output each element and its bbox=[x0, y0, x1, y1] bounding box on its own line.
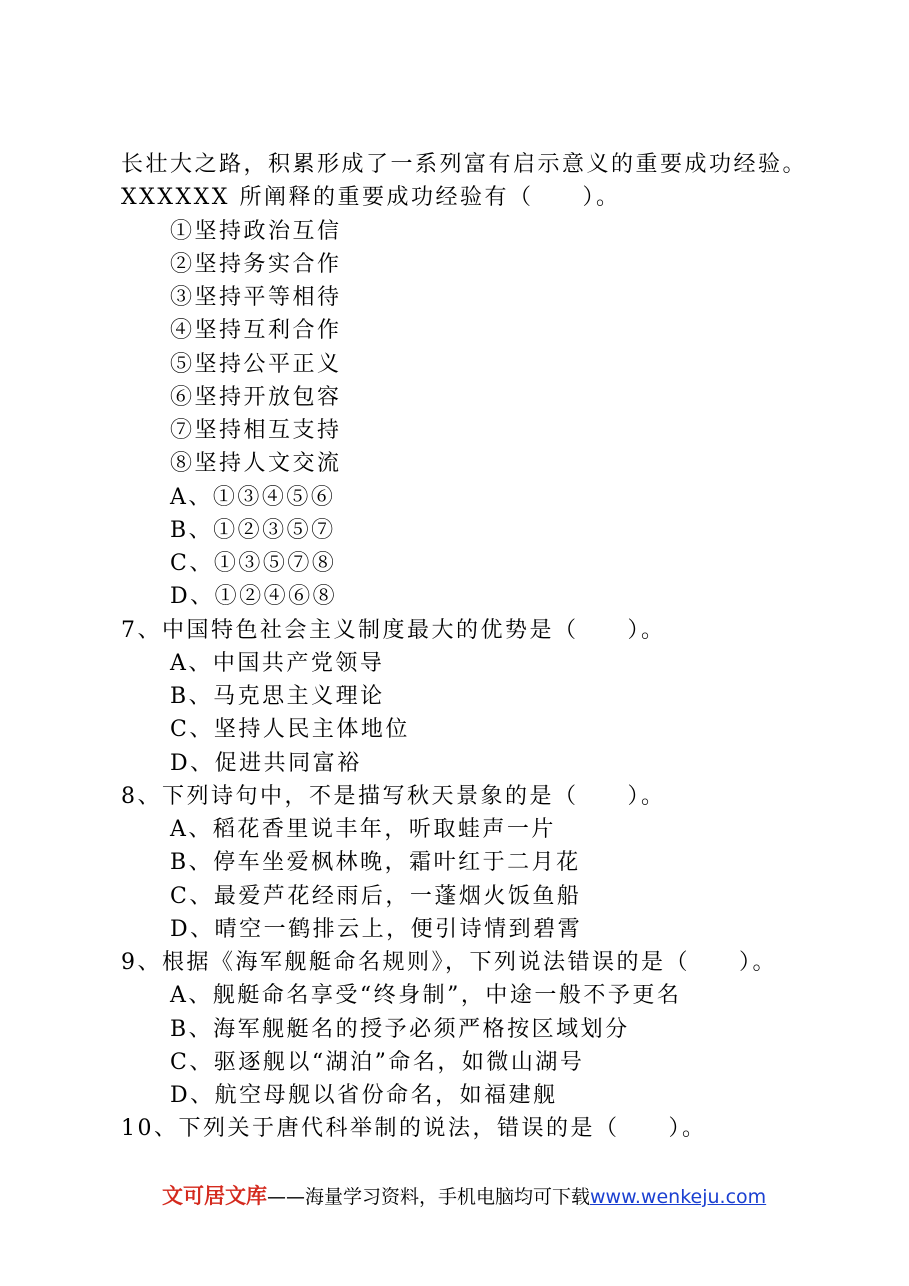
option-line: D、①②④⑥⑧ bbox=[170, 584, 338, 610]
option-line: D、航空母舰以省份命名，如福建舰 bbox=[170, 1083, 558, 1108]
option-line: ③坚持平等相待 bbox=[170, 285, 342, 310]
option-line: C、坚持人民主体地位 bbox=[170, 717, 410, 743]
option-line: D、晴空一鹤排云上，便引诗情到碧霄 bbox=[170, 916, 583, 942]
option-line: B、海军舰艇名的授予必须严格按区域划分 bbox=[170, 1016, 630, 1042]
option-line: ②坚持务实合作 bbox=[170, 251, 342, 277]
option-line: ⑦坚持相互支持 bbox=[170, 418, 342, 443]
option-line: B、①②③⑤⑦ bbox=[170, 517, 336, 543]
option-line: D、促进共同富裕 bbox=[170, 750, 362, 776]
footer-dash: —— bbox=[267, 1186, 305, 1208]
option-line: C、①③⑤⑦⑧ bbox=[170, 551, 337, 576]
option-line: B、停车坐爱枫林晚，霜叶红于二月花 bbox=[170, 850, 581, 876]
option-line: A、中国共产党领导 bbox=[170, 650, 385, 676]
question-line: 9、根据《海军舰艇命名规则》，下列说法错误的是（ ）。 bbox=[121, 950, 777, 975]
question-line: 10、下列关于唐代科举制的说法，错误的是（ ）。 bbox=[121, 1116, 707, 1142]
option-line: A、舰艇命名享受“终身制”，中途一般不予更名 bbox=[170, 983, 682, 1009]
question-line: 7、中国特色社会主义制度最大的优势是（ ）。 bbox=[121, 617, 666, 643]
option-line: C、最爱芦花经雨后，一蓬烟火饭鱼船 bbox=[170, 883, 582, 909]
option-line: ④坚持互利合作 bbox=[170, 318, 342, 344]
option-line: ⑧坚持人文交流 bbox=[170, 451, 342, 477]
option-line: B、马克思主义理论 bbox=[170, 684, 385, 709]
option-line: A、稻花香里说丰年，听取蛙声一片 bbox=[170, 817, 556, 842]
question-line: XXXXXX 所阐释的重要成功经验有（ ）。 bbox=[121, 185, 621, 211]
footer-slogan: 海量学习资料，手机电脑均可下载 bbox=[305, 1186, 591, 1208]
footer-banner bbox=[162, 1181, 766, 1212]
option-line: ⑥坚持开放包容 bbox=[170, 384, 342, 410]
question-line: 长壮大之路，积累形成了一系列富有启示意义的重要成功经验。 bbox=[121, 152, 808, 177]
footer-brand: 文可居文库 bbox=[162, 1184, 267, 1208]
option-line: ①坚持政治互信 bbox=[170, 218, 342, 244]
option-line: ⑤坚持公平正义 bbox=[170, 351, 342, 377]
option-line: A、①③④⑤⑥ bbox=[170, 484, 336, 510]
question-line: 8、下列诗句中，不是描写秋天景象的是（ ）。 bbox=[121, 783, 666, 809]
option-line: C、驱逐舰以“湖泊”命名，如微山湖号 bbox=[170, 1049, 585, 1075]
footer-link[interactable]: www.wenkeju.com bbox=[590, 1186, 767, 1208]
